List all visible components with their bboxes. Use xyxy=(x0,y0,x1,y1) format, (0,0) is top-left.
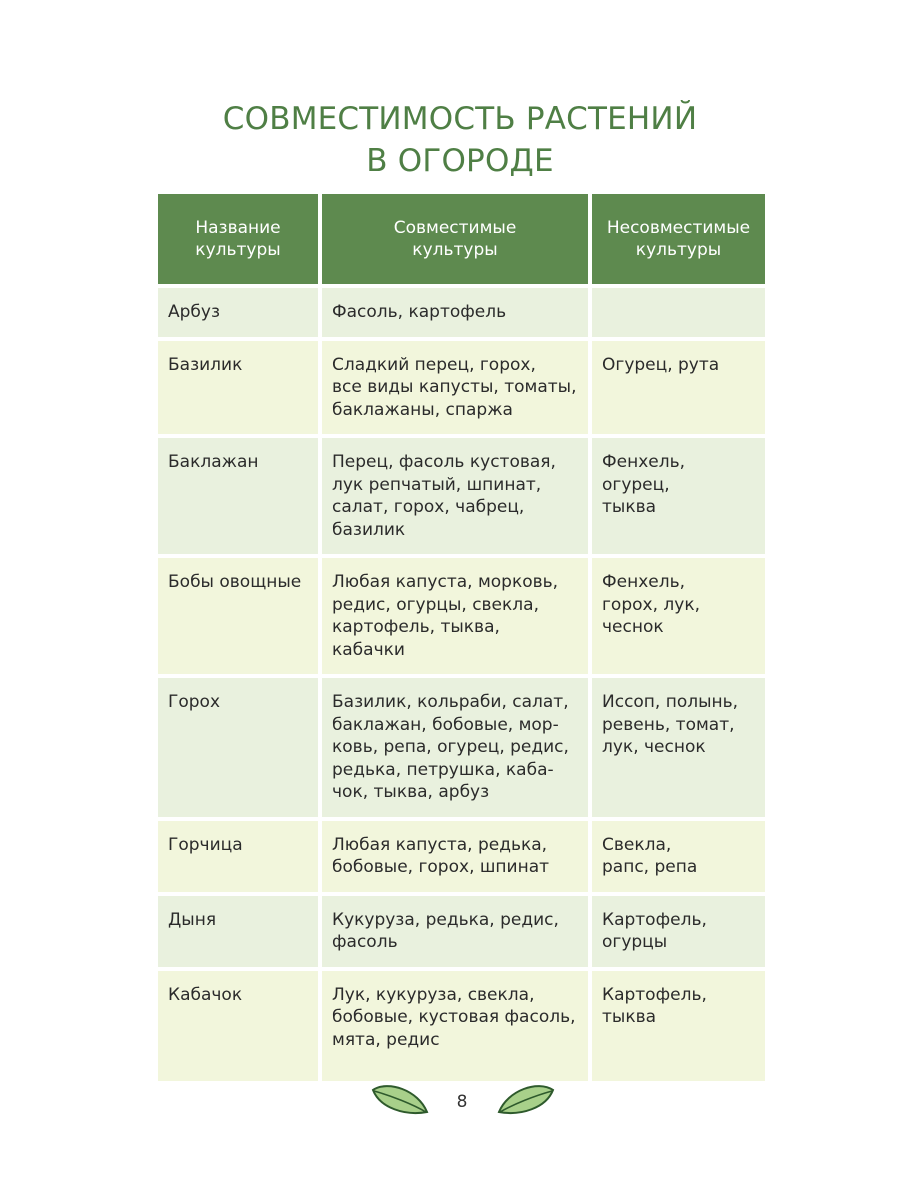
page-footer xyxy=(0,1078,900,1128)
table-row xyxy=(158,676,765,819)
table-row xyxy=(158,286,765,339)
header-crop-name: Название культуры xyxy=(158,194,320,286)
compatibility-table xyxy=(158,194,765,1081)
table-body xyxy=(158,286,765,1081)
compatible-cell: Перец, фасоль кустовая, лук репчатый, шпинат, салат, горох, чабрец, базилик xyxy=(320,436,590,556)
compatible-cell: Любая капуста, морковь, редис, огурцы, свекла, картофель, тыква, кабачки xyxy=(320,556,590,676)
crop-name-cell: Арбуз xyxy=(158,286,320,339)
compatible-cell: Лук, кукуруза, свекла, бобовые, кустовая фасоль, мята, редис xyxy=(320,969,590,1081)
compatible-cell: Базилик, кольраби, салат, баклажан, бобовые, мор- ковь, репа, огурец, редис, редька, петрушка, каба- чок, тыква, арбуз xyxy=(320,676,590,819)
table-row xyxy=(158,819,765,894)
page-title-line-2: В ОГОРОДЕ xyxy=(366,143,554,179)
compatible-cell: Сладкий перец, горох, все виды капусты, томаты, баклажаны, спаржа xyxy=(320,339,590,437)
table-row xyxy=(158,894,765,969)
crop-name-cell: Баклажан xyxy=(158,436,320,556)
table-row xyxy=(158,969,765,1081)
leaf-icon xyxy=(370,1082,430,1118)
page-number: 8 xyxy=(456,1092,468,1112)
crop-name-cell: Базилик xyxy=(158,339,320,437)
crop-name-cell: Кабачок xyxy=(158,969,320,1081)
leaf-icon xyxy=(496,1082,556,1118)
compatible-cell: Любая капуста, редька, бобовые, горох, шпинат xyxy=(320,819,590,894)
table-row xyxy=(158,339,765,437)
incompatible-cell: Иссоп, полынь, ревень, томат, лук, чеснок xyxy=(590,676,765,819)
crop-name-cell: Дыня xyxy=(158,894,320,969)
compatible-cell: Фасоль, картофель xyxy=(320,286,590,339)
table-row xyxy=(158,556,765,676)
crop-name-cell: Горох xyxy=(158,676,320,819)
table-row xyxy=(158,436,765,556)
incompatible-cell: Картофель, огурцы xyxy=(590,894,765,969)
table-header-row xyxy=(158,194,765,286)
incompatible-cell: Картофель, тыква xyxy=(590,969,765,1081)
page-title-line-1: СОВМЕСТИМОСТЬ РАСТЕНИЙ xyxy=(222,101,698,137)
header-compatible: Совместимые культуры xyxy=(320,194,590,286)
incompatible-cell: Свекла, рапс, репа xyxy=(590,819,765,894)
header-incompatible: Несовместимые культуры xyxy=(590,194,765,286)
page-title xyxy=(0,98,900,182)
incompatible-cell: Фенхель, огурец, тыква xyxy=(590,436,765,556)
table-header xyxy=(158,194,765,286)
compatible-cell: Кукуруза, редька, редис, фасоль xyxy=(320,894,590,969)
crop-name-cell: Бобы овощные xyxy=(158,556,320,676)
crop-name-cell: Горчица xyxy=(158,819,320,894)
incompatible-cell: Фенхель, горох, лук, чеснок xyxy=(590,556,765,676)
incompatible-cell xyxy=(590,286,765,339)
incompatible-cell: Огурец, рута xyxy=(590,339,765,437)
